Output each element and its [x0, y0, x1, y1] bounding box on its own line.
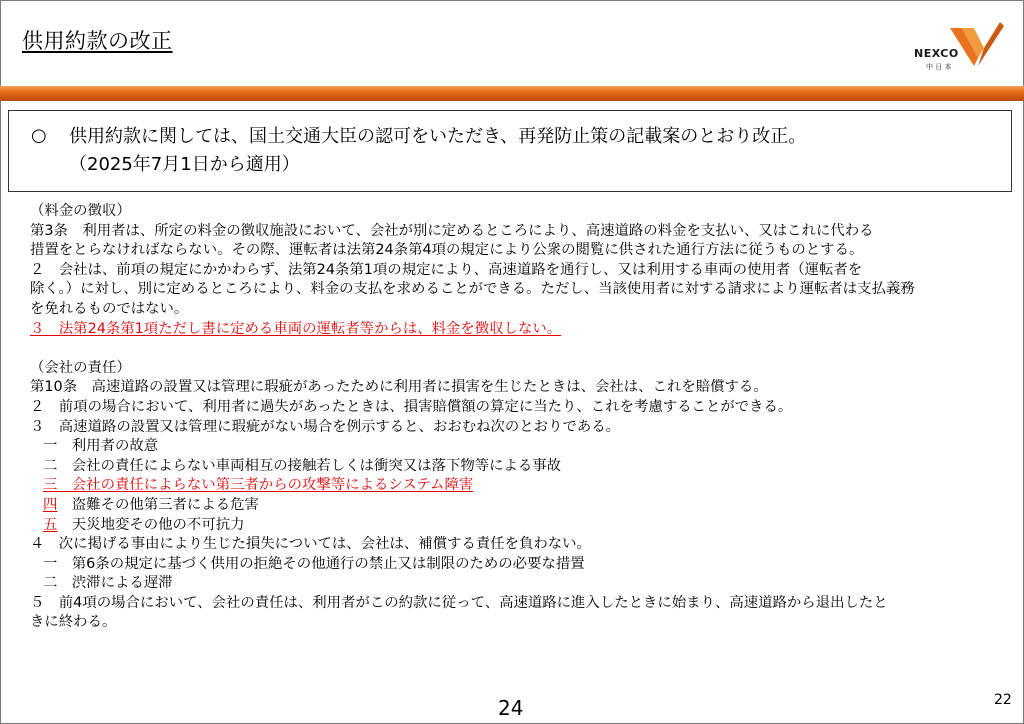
- provisions-body: [30, 202, 1010, 633]
- list-item: 一 第6条の規定に基づく供用の拒絶その他通行の禁止又は制限のための必要な措置: [43, 555, 585, 572]
- page-title: 供用約款の改正: [22, 29, 173, 53]
- article10-line: ３ 高速道路の設置又は管理に瑕疵がない場合を例示すると、おおむね次のとおりである。: [30, 418, 621, 435]
- list-item: 二 渋滞による遅滞: [43, 575, 173, 592]
- article3-line: 除く。）に対し、別に定めるところにより、料金の支払を求めることができる。ただし、当該使用者に対する請求により運転者は支払義務: [30, 281, 915, 298]
- article3-line: ２ 会社は、前項の規定にかかわらず、法第24条第1項の規定により、高速道路を通行し、又は利用する車両の使用者（運転者を: [30, 261, 863, 278]
- article10-line: 第10条 高速道路の設置又は管理に瑕疵があったために利用者に損害を生じたときは、会社は、これを賠償する。: [30, 379, 768, 396]
- logo-text: NEXCO: [914, 47, 959, 60]
- article10-line: ４ 次に掲げる事由により生じた損失については、会社は、補償する責任を負わない。: [30, 536, 591, 553]
- list-item: 二 会社の責任によらない車両相互の接触若しくは衝突又は落下物等による事故: [43, 457, 562, 474]
- spacer: [30, 339, 1010, 359]
- article3-line: を免れるものではない。: [30, 300, 189, 317]
- nexco-v-mark-icon: [948, 22, 1004, 70]
- list-item-text: 盗難その他第三者による危害: [57, 496, 259, 513]
- article10-line: きに終わる。: [30, 614, 117, 631]
- logo-subtext: 中 日 本: [926, 63, 952, 71]
- circle-bullet-icon: ○: [31, 125, 47, 146]
- section-heading-toll: （料金の徴収）: [30, 203, 131, 219]
- page-number-center: 24: [498, 696, 524, 720]
- amendment-article3-para3: ３ 法第24条第1項ただし書に定める車両の運転者等からは、料金を徴収しない。: [30, 320, 562, 337]
- list-item: [30, 516, 1010, 536]
- renumbered-item-number: 五: [43, 516, 58, 533]
- article3-line: 措置をとらなければならない。その際、運転者は法第24条第4項の規定により公衆の閲覧に供された通行方法に従うものとする。: [30, 242, 864, 259]
- article10-line: ２ 前項の場合において、利用者に過失があったときは、損害賠償額の算定に当たり、これを考慮することができる。: [30, 398, 793, 415]
- list-item: [30, 496, 1010, 516]
- nexco-logo: [906, 18, 1006, 74]
- article10-line: ５ 前4項の場合において、会社の責任は、利用者がこの約款に従って、高速道路に進入したときに始まり、高速道路から退出したと: [30, 594, 888, 611]
- effective-date: （2025年7月1日から適用）: [69, 154, 300, 175]
- list-item-text: 天災地変その他の不可抗力: [57, 516, 245, 533]
- list-item: 一 利用者の故意: [43, 438, 159, 455]
- summary-text: 供用約款に関しては、国土交通大臣の認可をいただき、再発防止策の記載案のとおり改正。: [69, 126, 807, 147]
- page-number-right: 22: [994, 692, 1012, 708]
- summary-box: [8, 110, 1012, 192]
- article3-line: 第3条 利用者は、所定の料金の徴収施設において、会社が別に定めるところにより、高速道路の料金を支払い、又はこれに代わる: [30, 222, 874, 239]
- section-heading-liability: （会社の責任）: [30, 359, 131, 376]
- amendment-new-item3: 三 会社の責任によらない第三者からの攻撃等によるシステム障害: [43, 477, 474, 494]
- header-divider-bar: [0, 86, 1024, 101]
- renumbered-item-number: 四: [43, 496, 58, 513]
